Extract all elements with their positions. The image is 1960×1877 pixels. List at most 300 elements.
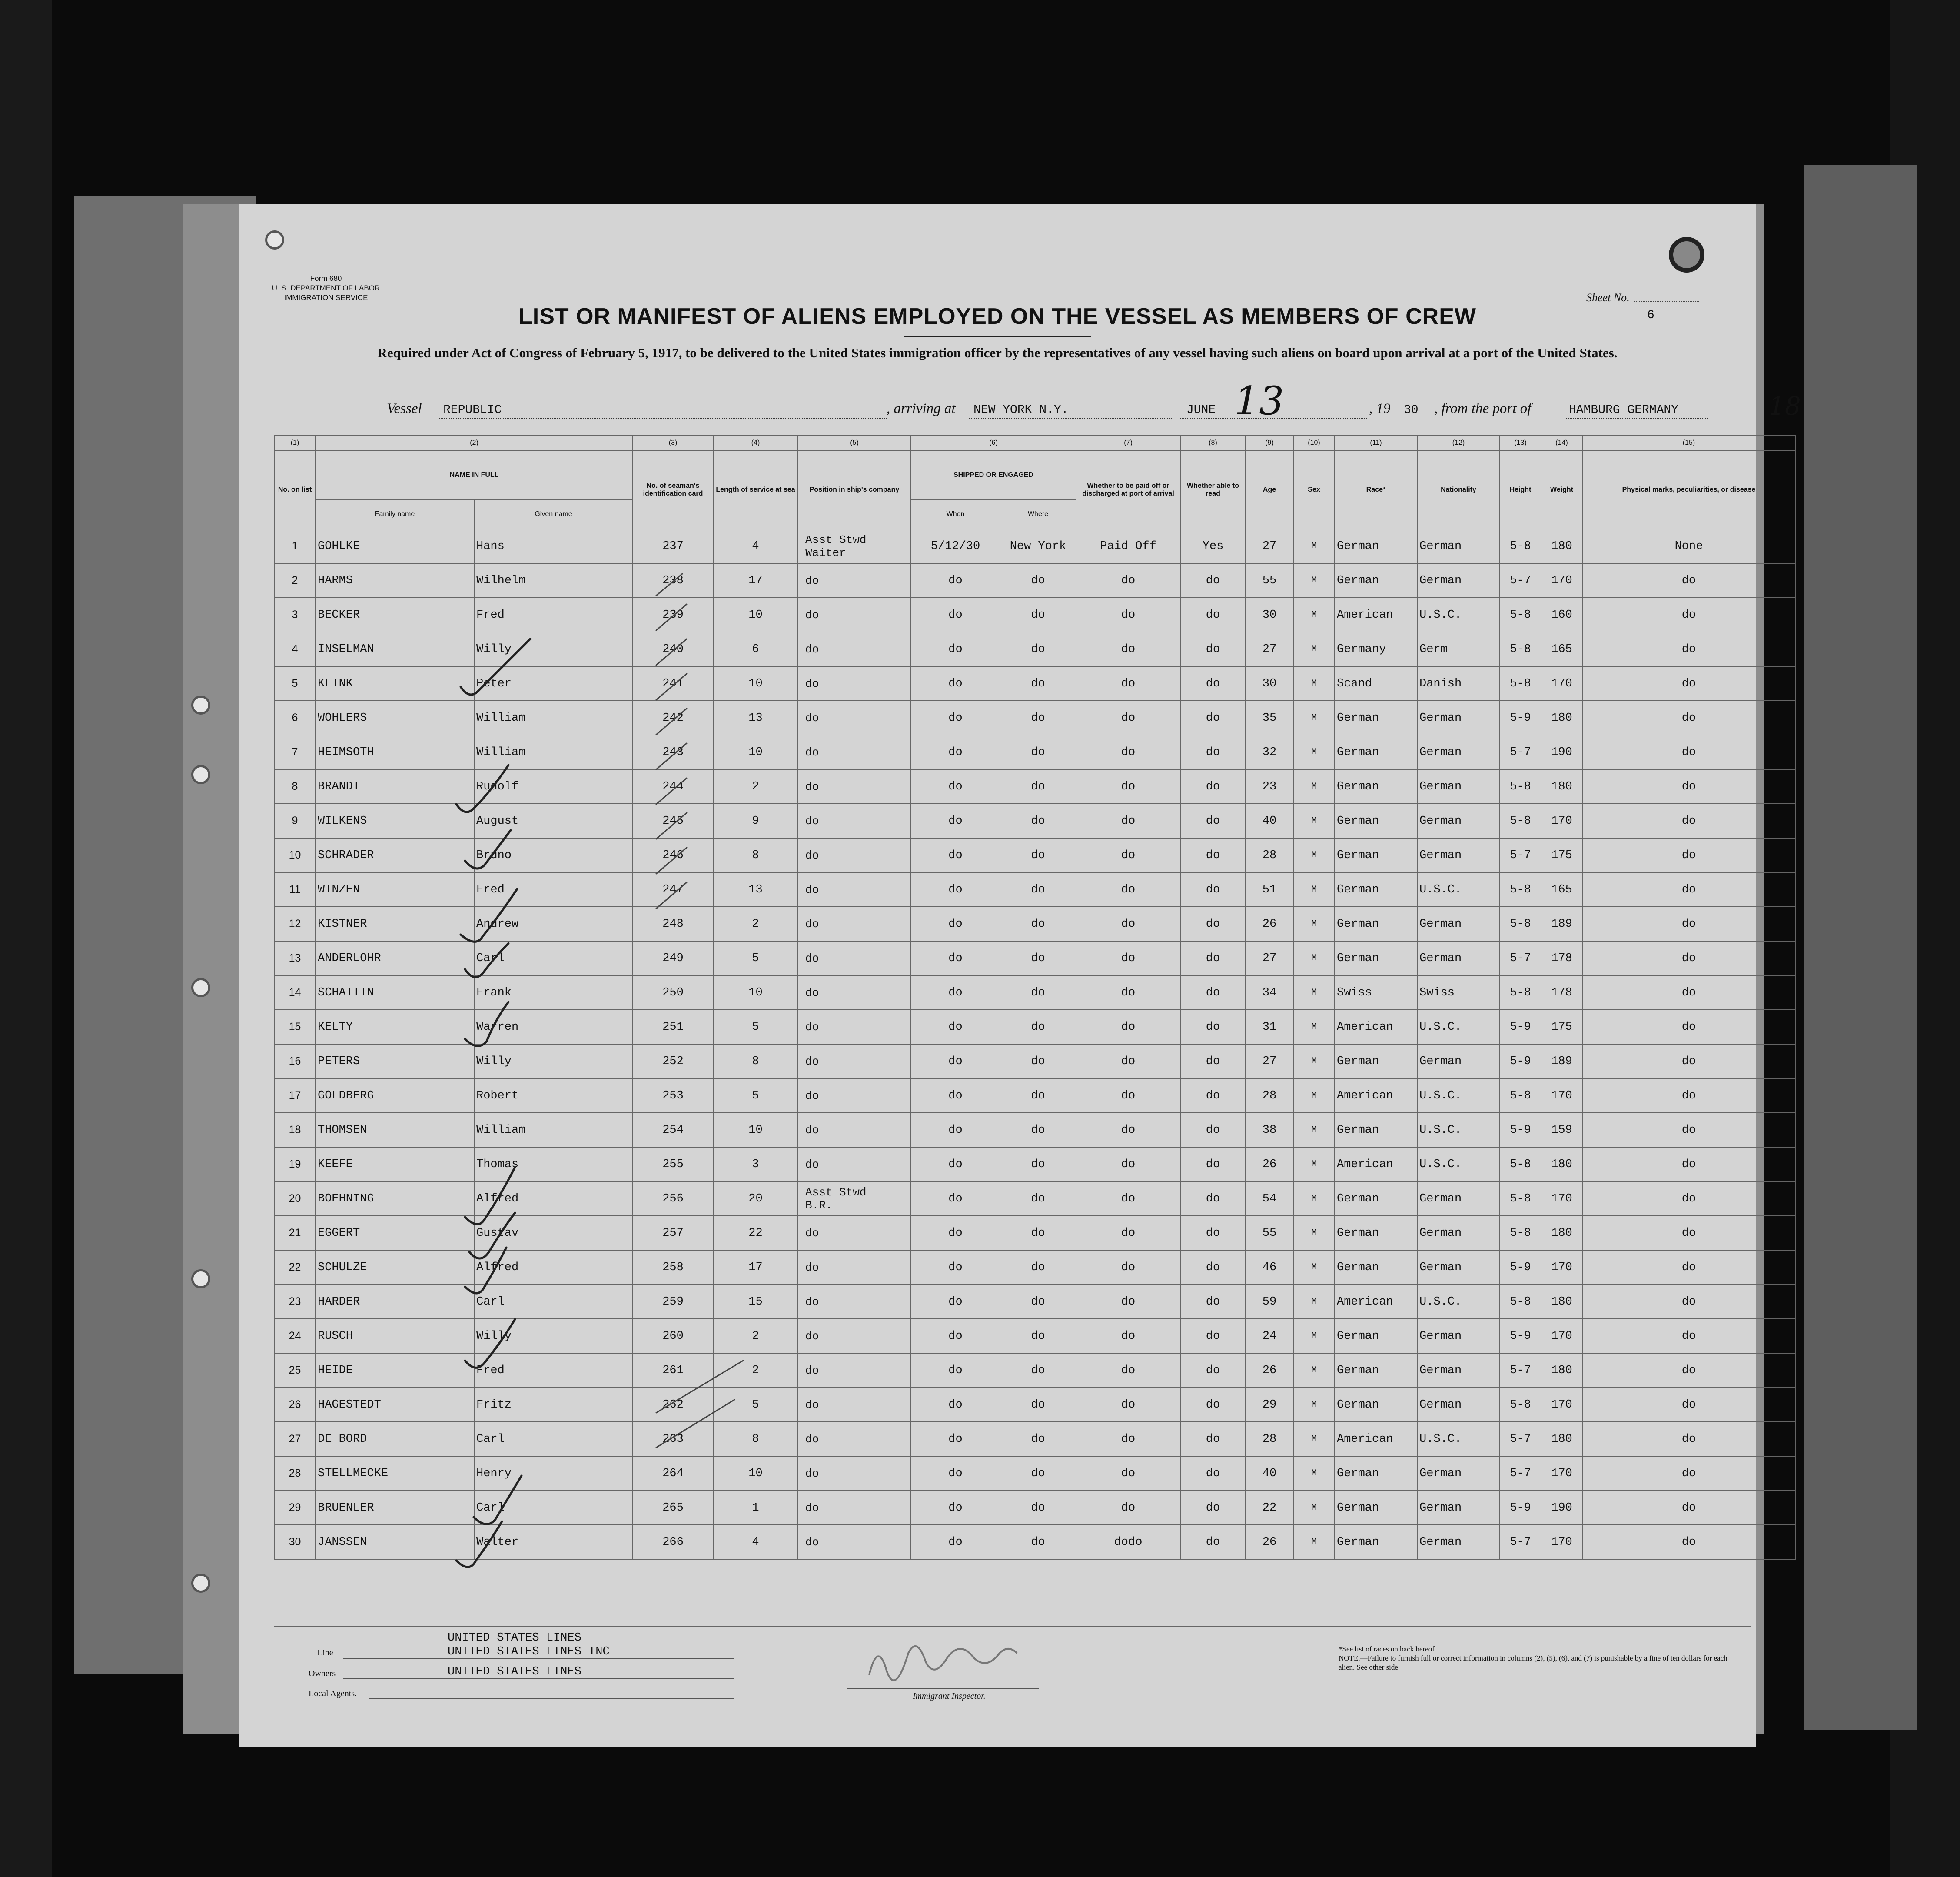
given-name: Alfred [474,1181,633,1216]
able-to-read: do [1180,666,1246,701]
sex: M [1293,1216,1335,1250]
nationality: Swiss [1417,975,1500,1010]
shipped-when: do [911,1250,1000,1285]
physical-marks: do [1582,1456,1795,1491]
nationality: German [1417,735,1500,769]
colnum-3: (3) [633,435,713,451]
family-name: WOHLERS [316,701,474,735]
ship-position: do [798,769,911,804]
age: 22 [1246,1491,1293,1525]
nationality: German [1417,1250,1500,1285]
age: 55 [1246,563,1293,598]
nationality: German [1417,1216,1500,1250]
header-height: Height [1500,451,1541,529]
crew-row [274,872,1795,907]
row-number: 12 [274,907,316,941]
race: German [1335,701,1417,735]
shipped-when: do [911,563,1000,598]
shipped-where: do [1000,1147,1076,1181]
length-of-service: 10 [713,735,798,769]
race: American [1335,1078,1417,1113]
ship-position: do [798,1525,911,1559]
length-of-service: 17 [713,1250,798,1285]
weight: 180 [1541,1422,1582,1456]
line-underline [343,1658,734,1659]
crew-row [274,598,1795,632]
race: American [1335,1147,1417,1181]
family-name: BRUENLER [316,1491,474,1525]
sex: M [1293,632,1335,666]
age: 27 [1246,529,1293,563]
header-given-name: Given name [474,499,633,529]
height: 5-9 [1500,1250,1541,1285]
punch-hole [191,1574,210,1593]
sex: M [1293,1353,1335,1388]
row-number: 4 [274,632,316,666]
shipped-when: do [911,1078,1000,1113]
footer-notes [1339,1644,1738,1672]
length-of-service: 5 [713,1010,798,1044]
header-race: Race* [1335,451,1417,529]
shipped-where: do [1000,701,1076,735]
physical-marks: do [1582,975,1795,1010]
given-name: August [474,804,633,838]
height: 5-7 [1500,735,1541,769]
race: German [1335,804,1417,838]
physical-marks: do [1582,1491,1795,1525]
length-of-service: 10 [713,975,798,1010]
physical-marks: do [1582,804,1795,838]
age: 32 [1246,735,1293,769]
weight: 165 [1541,632,1582,666]
given-name: Carl [474,941,633,975]
colnum-11: (11) [1335,435,1417,451]
sex: M [1293,769,1335,804]
family-name: GOLDBERG [316,1078,474,1113]
shipped-when: do [911,941,1000,975]
physical-marks: do [1582,1250,1795,1285]
nationality: German [1417,1044,1500,1078]
length-of-service: 8 [713,1422,798,1456]
family-name: HAGESTEDT [316,1388,474,1422]
vessel-line [439,418,887,419]
vessel-label: Vessel [387,401,422,416]
nationality: U.S.C. [1417,598,1500,632]
race: German [1335,1388,1417,1422]
inspector-line [847,1688,1039,1689]
height: 5-7 [1500,563,1541,598]
ship-position: do [798,1010,911,1044]
shipped-when: do [911,1456,1000,1491]
form-identifier [265,274,387,303]
given-name: Peter [474,666,633,701]
crew-row [274,975,1795,1010]
able-to-read: do [1180,735,1246,769]
line-label: Line [317,1648,333,1657]
paid-off-status: do [1076,1285,1180,1319]
vessel-name: REPUBLIC [443,403,502,417]
row-number: 2 [274,563,316,598]
race: German [1335,941,1417,975]
length-of-service: 10 [713,1113,798,1147]
header-able-read: Whether able to read [1180,451,1246,529]
id-card-number: 251 [633,1010,713,1044]
arrival-port: NEW YORK N.Y. [973,403,1069,417]
ship-position: do [798,1216,911,1250]
crew-row [274,1319,1795,1353]
crew-row [274,632,1795,666]
colnum-6: (6) [911,435,1076,451]
row-number: 3 [274,598,316,632]
crew-table [274,435,1796,1560]
row-number: 28 [274,1456,316,1491]
race: German [1335,1353,1417,1388]
race: German [1335,563,1417,598]
ship-position: Asst Stwd B.R. [798,1181,911,1216]
family-name: THOMSEN [316,1113,474,1147]
weight: 180 [1541,1353,1582,1388]
race: American [1335,1422,1417,1456]
race: German [1335,1491,1417,1525]
race: American [1335,1010,1417,1044]
physical-marks: None [1582,529,1795,563]
age: 28 [1246,1422,1293,1456]
date-line [1180,418,1367,419]
height: 5-7 [1500,941,1541,975]
shipped-when: do [911,804,1000,838]
shipped-when: do [911,769,1000,804]
ship-position: do [798,941,911,975]
nationality: German [1417,804,1500,838]
id-card-number: 242 [633,701,713,735]
age: 28 [1246,1078,1293,1113]
crew-row [274,529,1795,563]
id-card-number: 248 [633,907,713,941]
header-sex: Sex [1293,451,1335,529]
shipped-when: 5/12/30 [911,529,1000,563]
weight: 170 [1541,1456,1582,1491]
owners-label: Owners [309,1669,336,1678]
age: 30 [1246,666,1293,701]
race: German [1335,1216,1417,1250]
shipped-where: do [1000,1250,1076,1285]
physical-marks: do [1582,941,1795,975]
shipped-where: do [1000,1525,1076,1559]
crew-row [274,1285,1795,1319]
id-card-number: 259 [633,1285,713,1319]
paid-off-status: do [1076,872,1180,907]
weight: 170 [1541,666,1582,701]
paid-off-status: do [1076,1422,1180,1456]
given-name: Willy [474,632,633,666]
race: Germany [1335,632,1417,666]
able-to-read: do [1180,563,1246,598]
colnum-10: (10) [1293,435,1335,451]
header-no-on-list: No. on list [274,451,316,529]
departure-port: HAMBURG GERMANY [1569,403,1679,417]
given-name: Walter [474,1525,633,1559]
age: 46 [1246,1250,1293,1285]
shipped-where: do [1000,941,1076,975]
family-name: ANDERLOHR [316,941,474,975]
shipped-where: do [1000,1078,1076,1113]
physical-marks: do [1582,666,1795,701]
crew-row [274,1044,1795,1078]
ship-position: do [798,1422,911,1456]
physical-marks: do [1582,701,1795,735]
family-name: SCHATTIN [316,975,474,1010]
ship-position: do [798,563,911,598]
id-card-number: 240 [633,632,713,666]
ship-position: do [798,1319,911,1353]
height: 5-8 [1500,907,1541,941]
crew-row [274,769,1795,804]
shipped-where: do [1000,1181,1076,1216]
sex: M [1293,1525,1335,1559]
id-card-number: 243 [633,735,713,769]
given-name: Robert [474,1078,633,1113]
crew-row [274,838,1795,872]
manifest-subtitle: Required under Act of Congress of February 5, 1917, to be delivered to the United States immigration officer by the representatives of any vessel having such aliens on board upon arrival at a port of the United States. [377,345,1618,360]
given-name: Andrew [474,907,633,941]
ship-position: do [798,598,911,632]
length-of-service: 10 [713,666,798,701]
paid-off-status: do [1076,1044,1180,1078]
punch-hole [191,696,210,715]
given-name: Willy [474,1319,633,1353]
shipped-where: do [1000,563,1076,598]
length-of-service: 6 [713,632,798,666]
colnum-14: (14) [1541,435,1582,451]
nationality: German [1417,1456,1500,1491]
row-number: 18 [274,1113,316,1147]
able-to-read: do [1180,1250,1246,1285]
length-of-service: 5 [713,1388,798,1422]
race: American [1335,1285,1417,1319]
sex: M [1293,1422,1335,1456]
weight: 175 [1541,1010,1582,1044]
nationality: German [1417,941,1500,975]
header-age: Age [1246,451,1293,529]
row-number: 5 [274,666,316,701]
length-of-service: 5 [713,941,798,975]
row-number: 30 [274,1525,316,1559]
races-note: *See list of races on back hereof. [1339,1645,1437,1653]
length-of-service: 8 [713,838,798,872]
family-name: HEIMSOTH [316,735,474,769]
underlying-sheet-right [1804,165,1917,1730]
physical-marks: do [1582,1216,1795,1250]
id-card-number: 261 [633,1353,713,1388]
ship-position: do [798,632,911,666]
able-to-read: do [1180,1525,1246,1559]
physical-marks: do [1582,598,1795,632]
header-where: Where [1000,499,1076,529]
crew-row [274,1491,1795,1525]
arrival-line [969,418,1173,419]
ship-position: do [798,735,911,769]
length-of-service: 10 [713,1456,798,1491]
family-name: BECKER [316,598,474,632]
arrival-day: 13 [1234,378,1284,424]
id-card-number: 266 [633,1525,713,1559]
title-rule [904,336,1091,337]
given-name: Willy [474,1044,633,1078]
weight: 180 [1541,701,1582,735]
age: 40 [1246,1456,1293,1491]
id-card-number: 253 [633,1078,713,1113]
shipped-when: do [911,598,1000,632]
paid-off-status: do [1076,1353,1180,1388]
nationality: German [1417,1525,1500,1559]
weight: 189 [1541,907,1582,941]
row-number: 11 [274,872,316,907]
id-card-number: 257 [633,1216,713,1250]
paid-off-status: do [1076,1181,1180,1216]
ship-position: do [798,701,911,735]
header-when: When [911,499,1000,529]
physical-marks: do [1582,1388,1795,1422]
column-number-row [274,435,1795,451]
nationality: German [1417,907,1500,941]
family-name: SCHRADER [316,838,474,872]
age: 29 [1246,1388,1293,1422]
colnum-1: (1) [274,435,316,451]
year-prefix: , 19 [1369,401,1391,416]
height: 5-9 [1500,1491,1541,1525]
weight: 170 [1541,1319,1582,1353]
paid-off-status: do [1076,804,1180,838]
shipped-when: do [911,701,1000,735]
shipped-when: do [911,975,1000,1010]
form-number: Form 680 [310,274,342,283]
able-to-read: do [1180,838,1246,872]
shipped-where: do [1000,769,1076,804]
height: 5-7 [1500,1353,1541,1388]
weight: 190 [1541,1491,1582,1525]
departure-line [1565,418,1708,419]
race: German [1335,1319,1417,1353]
ship-position: do [798,1113,911,1147]
punch-hole [191,765,210,784]
shipped-when: do [911,1147,1000,1181]
race: German [1335,1113,1417,1147]
sex: M [1293,701,1335,735]
ship-position: do [798,1285,911,1319]
shipped-where: do [1000,1010,1076,1044]
arrival-month: JUNE [1186,403,1216,417]
shipped-when: do [911,1319,1000,1353]
nationality: German [1417,529,1500,563]
ship-position: do [798,1456,911,1491]
department-name: U. S. DEPARTMENT OF LABOR [272,284,380,292]
sheet-number-line [1634,301,1699,302]
ship-position: do [798,1353,911,1388]
shipped-where: do [1000,1422,1076,1456]
id-card-number: 249 [633,941,713,975]
able-to-read: do [1180,975,1246,1010]
crew-rows [274,529,1795,1559]
height: 5-8 [1500,1147,1541,1181]
age: 26 [1246,1525,1293,1559]
nationality: Danish [1417,666,1500,701]
age: 24 [1246,1319,1293,1353]
id-card-number: 260 [633,1319,713,1353]
family-name: KISTNER [316,907,474,941]
physical-marks: do [1582,769,1795,804]
height: 5-8 [1500,975,1541,1010]
shipped-when: do [911,1044,1000,1078]
crew-row [274,701,1795,735]
row-number: 20 [274,1181,316,1216]
nationality: German [1417,769,1500,804]
given-name: Henry [474,1456,633,1491]
given-name: Thomas [474,1147,633,1181]
given-name: Fritz [474,1388,633,1422]
weight: 170 [1541,1181,1582,1216]
paid-off-status: do [1076,598,1180,632]
family-name: DE BORD [316,1422,474,1456]
colnum-5: (5) [798,435,911,451]
age: 59 [1246,1285,1293,1319]
race: German [1335,907,1417,941]
given-name: Fred [474,872,633,907]
ship-position: do [798,1147,911,1181]
ship-position: do [798,1250,911,1285]
able-to-read: do [1180,907,1246,941]
given-name: Warren [474,1010,633,1044]
id-card-number: 237 [633,529,713,563]
given-name: William [474,735,633,769]
nationality: U.S.C. [1417,1285,1500,1319]
colnum-2: (2) [316,435,633,451]
sex: M [1293,1491,1335,1525]
shipped-when: do [911,632,1000,666]
nationality: U.S.C. [1417,1422,1500,1456]
id-card-number: 264 [633,1456,713,1491]
id-card-number: 239 [633,598,713,632]
row-number: 22 [274,1250,316,1285]
paid-off-status: do [1076,1319,1180,1353]
row-number: 10 [274,838,316,872]
age: 26 [1246,1353,1293,1388]
given-name: Carl [474,1491,633,1525]
id-card-number: 241 [633,666,713,701]
sex: M [1293,1456,1335,1491]
weight: 170 [1541,1250,1582,1285]
id-card-number: 252 [633,1044,713,1078]
physical-marks: do [1582,872,1795,907]
height: 5-9 [1500,701,1541,735]
able-to-read: do [1180,1285,1246,1319]
family-name: KEEFE [316,1147,474,1181]
shipped-when: do [911,666,1000,701]
able-to-read: do [1180,1044,1246,1078]
header-marks: Physical marks, peculiarities, or disease [1582,451,1795,529]
shipped-where: New York [1000,529,1076,563]
height: 5-8 [1500,529,1541,563]
shipped-where: do [1000,1319,1076,1353]
ship-position: do [798,1491,911,1525]
row-number: 15 [274,1010,316,1044]
paid-off-status: do [1076,632,1180,666]
inspector-signature [860,1636,1026,1688]
nationality: U.S.C. [1417,872,1500,907]
race: German [1335,1044,1417,1078]
shipped-when: do [911,838,1000,872]
length-of-service: 4 [713,1525,798,1559]
id-card-number: 255 [633,1147,713,1181]
